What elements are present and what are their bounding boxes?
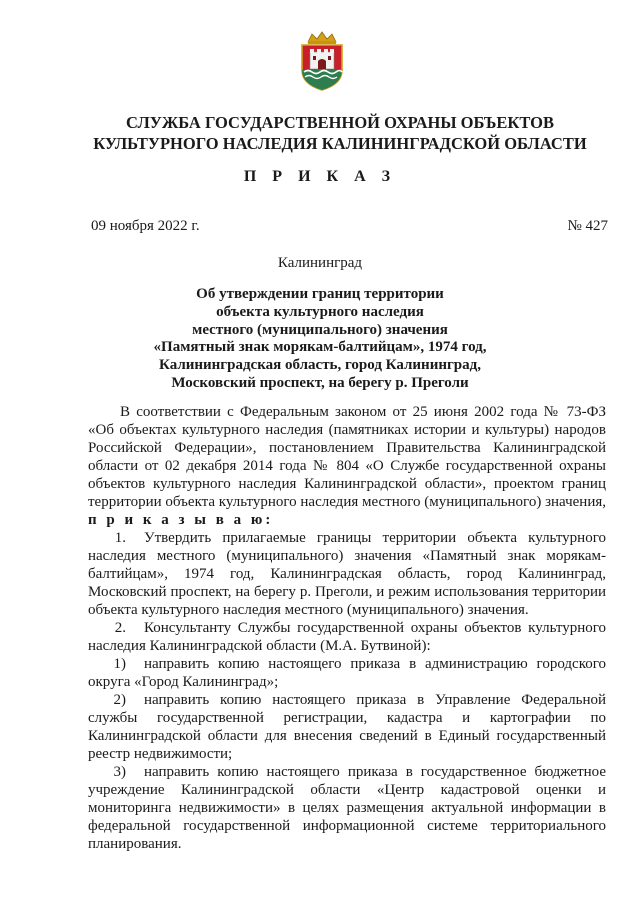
preamble-text: В соответствии с Федеральным законом от 25 июня 2002 года № 73-ФЗ «Об объектах культурного наследия (памятниках истории и культуры) народов Российской Федерации», постановлением Правительства Калининградской области от 02 декабря 2014 года № 804 «О Службе государственной охраны объектов культурного наследия Калининградской области», проектом границ территории объекта культурного наследия местного (муниципального) значения, bbox=[88, 404, 606, 510]
list-item-text: Утвердить прилагаемые границы территории объекта культурного наследия местного (муниципального) значения «Памятный знак морякам-балтийцам», 1974 год, Калининградская область, город Калининград, Московский проспект, на берегу р. Преголи, и режим использования территории объекта культурного наследия местного (муниципального) значения. bbox=[88, 530, 606, 618]
agency-name bbox=[60, 112, 620, 154]
order-date: 09 ноября 2022 г. bbox=[91, 218, 200, 234]
agency-line-2: КУЛЬТУРНОГО НАСЛЕДИЯ КАЛИНИНГРАДСКОЙ ОБЛАСТИ bbox=[93, 134, 587, 153]
preamble-paragraph bbox=[88, 403, 606, 511]
order-subject bbox=[100, 286, 540, 393]
sub-list-item-text: направить копию настоящего приказа в Управление Федеральной службы государственной регистрации, кадастра и картографии по Калининградской области для внесения сведений в Единый государственный реестр недвижимости; bbox=[88, 692, 606, 762]
list-item-number: 1. bbox=[114, 530, 126, 546]
list-item-number: 2. bbox=[114, 620, 126, 636]
sub-list-item bbox=[88, 691, 606, 763]
agency-line-1: СЛУЖБА ГОСУДАРСТВЕННОЙ ОХРАНЫ ОБЪЕКТОВ bbox=[125, 113, 554, 132]
order-word-paragraph bbox=[88, 511, 606, 529]
kaliningrad-coat-of-arms-icon bbox=[296, 30, 348, 92]
order-body bbox=[88, 403, 606, 853]
list-item bbox=[88, 619, 606, 655]
subject-line: Об утверждении границ территории bbox=[196, 286, 444, 302]
sub-list-item-number: 1) bbox=[113, 656, 126, 672]
order-number: № 427 bbox=[567, 218, 608, 234]
list-item-text: Консультанту Службы государственной охраны объектов культурного наследия Калининградской области (М.А. Бутвиной): bbox=[88, 620, 606, 654]
subject-line: местного (муниципального) значения bbox=[192, 321, 448, 338]
subject-line: «Памятный знак морякам-балтийцам», 1974 год, bbox=[153, 339, 487, 356]
sub-list-item bbox=[88, 655, 606, 691]
document-type: П Р И К А З bbox=[243, 168, 397, 185]
sub-list-item-number: 3) bbox=[113, 764, 126, 780]
subject-line: Калининградская область, город Калининград, bbox=[159, 357, 481, 374]
sub-list-item-number: 2) bbox=[113, 692, 126, 708]
subject-line: Московский проспект, на берегу р. Преголи bbox=[171, 374, 469, 391]
list-item bbox=[88, 529, 606, 619]
city: Калининград bbox=[277, 255, 363, 271]
sub-list-item-text: направить копию настоящего приказа в администрацию городского округа «Город Калининград»; bbox=[88, 656, 606, 690]
sub-list-item-text: направить копию настоящего приказа в государственное бюджетное учреждение Калининградской области «Центр кадастровой оценки и мониторинга недвижимости» в целях размещения актуальной информации в федеральной государственной информационной системе территориального планирования. bbox=[88, 764, 606, 852]
sub-list-item bbox=[88, 763, 606, 853]
subject-line: объекта культурного наследия bbox=[216, 303, 424, 320]
order-word: п р и к а з ы в а ю: bbox=[88, 512, 274, 528]
